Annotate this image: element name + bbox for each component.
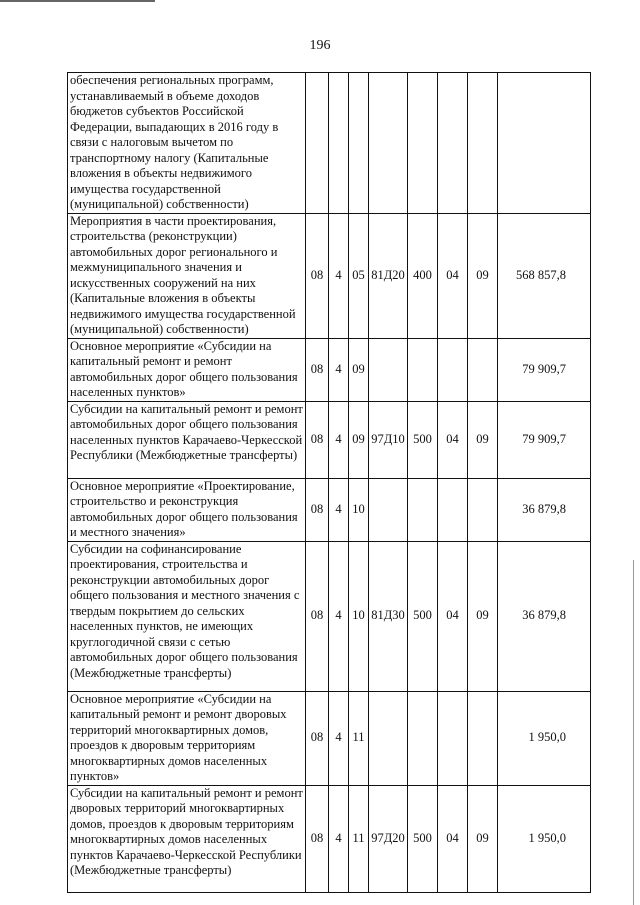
- ministry-code: [306, 73, 329, 214]
- target-article-code: 81Д30: [369, 541, 408, 691]
- classification-code-2: [468, 338, 498, 401]
- ministry-code: 08: [306, 401, 329, 478]
- target-article-code: [369, 338, 408, 401]
- expense-type-code: 500: [408, 785, 438, 892]
- target-article-code: [369, 73, 408, 214]
- row-description: Основное мероприятие «Проектирование, строительство и реконструкция автомобильных дорог общего пользования и местного значения»: [68, 478, 306, 541]
- ministry-code: 08: [306, 338, 329, 401]
- amount: 79 909,7: [498, 401, 591, 478]
- section-code: [329, 73, 349, 214]
- expense-type-code: [408, 691, 438, 785]
- subsection-code: [349, 73, 369, 214]
- row-description: Субсидии на капитальный ремонт и ремонт автомобильных дорог общего пользования населенных пунктов Карачаево-Черкесской Республики (Межбюджетные трансферты): [68, 401, 306, 478]
- expense-type-code: 500: [408, 541, 438, 691]
- amount: 36 879,8: [498, 478, 591, 541]
- classification-code-2: [468, 691, 498, 785]
- expense-type-code: 400: [408, 213, 438, 338]
- table-row: [68, 478, 591, 541]
- classification-code-2: 09: [468, 213, 498, 338]
- classification-code-1: [438, 691, 468, 785]
- target-article-code: 97Д20: [369, 785, 408, 892]
- expense-type-code: 500: [408, 401, 438, 478]
- section-code: 4: [329, 691, 349, 785]
- row-description: Мероприятия в части проектирования, строительства (реконструкции) автомобильных дорог регионального и межмуниципального значения и искусственных сооружений на них (Капитальные вложения в объекты недвижимого имущества государственной (муниципальной) собственности): [68, 213, 306, 338]
- table-row: [68, 691, 591, 785]
- section-code: 4: [329, 213, 349, 338]
- table-row: [68, 785, 591, 892]
- section-code: 4: [329, 338, 349, 401]
- subsection-code: 10: [349, 478, 369, 541]
- classification-code-1: 04: [438, 785, 468, 892]
- row-description: Основное мероприятие «Субсидии на капитальный ремонт и ремонт дворовых территорий многоквартирных домов, проездов к дворовым территориям многоквартирных домов населенных пунктов»: [68, 691, 306, 785]
- subsection-code: 11: [349, 785, 369, 892]
- section-code: 4: [329, 785, 349, 892]
- classification-code-2: [468, 73, 498, 214]
- classification-code-2: 09: [468, 401, 498, 478]
- row-description: обеспечения региональных программ, устанавливаемый в объеме доходов бюджетов субъектов Российской Федерации, выпадающих в 2016 году в связи с налоговым вычетом по транспортному налогу (Капитальные вложения в объекты недвижимого имущества государственной (муниципальной) собственности): [68, 73, 306, 214]
- classification-code-1: 04: [438, 213, 468, 338]
- classification-code-1: [438, 478, 468, 541]
- classification-code-2: 09: [468, 785, 498, 892]
- amount: 1 950,0: [498, 691, 591, 785]
- table-row: [68, 73, 591, 214]
- section-code: 4: [329, 541, 349, 691]
- scan-edge-line: [633, 560, 634, 905]
- subsection-code: 10: [349, 541, 369, 691]
- table-row: [68, 213, 591, 338]
- classification-code-2: [468, 478, 498, 541]
- classification-code-1: [438, 338, 468, 401]
- ministry-code: 08: [306, 541, 329, 691]
- ministry-code: 08: [306, 785, 329, 892]
- row-description: Основное мероприятие «Субсидии на капитальный ремонт и ремонт автомобильных дорог общего пользования населенных пунктов»: [68, 338, 306, 401]
- table-row: [68, 541, 591, 691]
- budget-table: [67, 72, 591, 893]
- amount: 568 857,8: [498, 213, 591, 338]
- subsection-code: 09: [349, 401, 369, 478]
- table-row: [68, 401, 591, 478]
- classification-code-1: 04: [438, 401, 468, 478]
- amount: 79 909,7: [498, 338, 591, 401]
- expense-type-code: [408, 338, 438, 401]
- expense-type-code: [408, 73, 438, 214]
- amount: 36 879,8: [498, 541, 591, 691]
- section-code: 4: [329, 401, 349, 478]
- row-description: Субсидии на капитальный ремонт и ремонт дворовых территорий многоквартирных домов, проездов к дворовым территориям многоквартирных домов населенных пунктов Карачаево-Черкесской Республики (Межбюджетные трансферты): [68, 785, 306, 892]
- ministry-code: 08: [306, 213, 329, 338]
- classification-code-1: 04: [438, 541, 468, 691]
- classification-code-1: [438, 73, 468, 214]
- classification-code-2: 09: [468, 541, 498, 691]
- subsection-code: 05: [349, 213, 369, 338]
- subsection-code: 09: [349, 338, 369, 401]
- amount: 1 950,0: [498, 785, 591, 892]
- table-row: [68, 338, 591, 401]
- ministry-code: 08: [306, 691, 329, 785]
- page-number: 196: [309, 38, 331, 53]
- scan-edge-line: [0, 0, 155, 2]
- subsection-code: 11: [349, 691, 369, 785]
- section-code: 4: [329, 478, 349, 541]
- row-description: Субсидии на софинансирование проектирования, строительства и реконструкции автомобильных дорог общего пользования и местного значения с твердым покрытием до сельских населенных пунктов, не имеющих круглогодичной связи с сетью автомобильных дорог общего пользования (Межбюджетные трансферты): [68, 541, 306, 691]
- expense-type-code: [408, 478, 438, 541]
- target-article-code: 97Д10: [369, 401, 408, 478]
- target-article-code: 81Д20: [369, 213, 408, 338]
- ministry-code: 08: [306, 478, 329, 541]
- target-article-code: [369, 478, 408, 541]
- amount: [498, 73, 591, 214]
- target-article-code: [369, 691, 408, 785]
